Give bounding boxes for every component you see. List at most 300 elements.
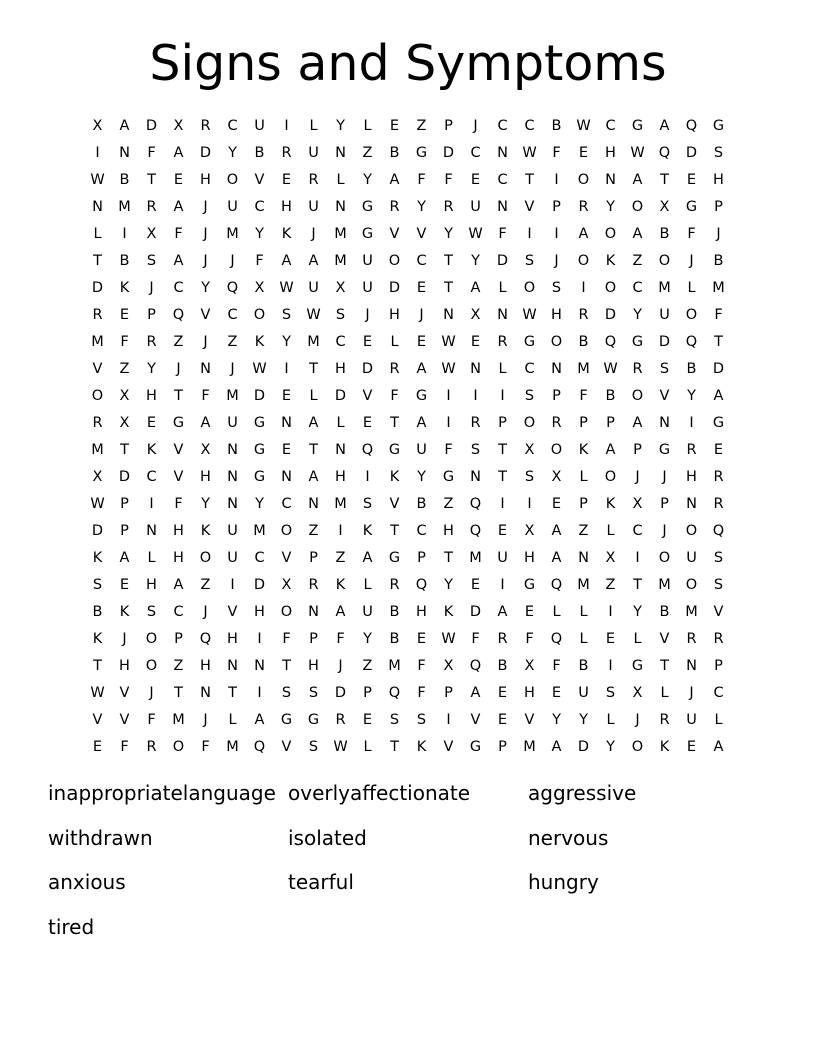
grid-letter: K: [659, 739, 670, 755]
grid-letter: L: [579, 631, 588, 647]
grid-letter: P: [363, 685, 372, 701]
grid-letter: H: [443, 523, 454, 539]
grid-letter: I: [446, 388, 451, 404]
grid-letter: H: [335, 361, 346, 377]
grid-letter: C: [632, 523, 643, 539]
grid-letter: T: [444, 550, 453, 566]
grid-letter: J: [230, 253, 235, 269]
grid-letter: E: [92, 739, 103, 755]
grid-letter: A: [119, 550, 130, 566]
grid-letter: L: [660, 685, 669, 701]
grid-letter: E: [281, 442, 292, 458]
grid-letter: W: [90, 172, 105, 188]
grid-letter: L: [309, 118, 318, 134]
grid-letter: O: [685, 577, 698, 593]
grid-letter: J: [311, 226, 316, 242]
grid-letter: F: [120, 739, 129, 755]
grid-letter: K: [362, 523, 373, 539]
grid-letter: P: [633, 442, 642, 458]
grid-row: [84, 248, 732, 275]
word-list-item: withdrawn: [48, 825, 153, 850]
grid-letter: X: [524, 442, 535, 458]
grid-letter: T: [309, 442, 318, 458]
grid-letter: M: [712, 280, 725, 296]
grid-letter: J: [365, 307, 370, 323]
grid-letter: A: [713, 388, 724, 404]
grid-letter: A: [551, 739, 562, 755]
grid-letter: A: [308, 469, 319, 485]
grid-letter: O: [604, 226, 617, 242]
grid-letter: T: [714, 334, 723, 350]
grid-letter: I: [257, 631, 262, 647]
grid-letter: A: [254, 712, 265, 728]
grid-letter: I: [635, 550, 640, 566]
grid-letter: F: [120, 334, 129, 350]
grid-letter: B: [416, 496, 427, 512]
grid-letter: E: [281, 388, 292, 404]
word-list: [48, 778, 768, 957]
grid-letter: S: [659, 361, 670, 377]
grid-letter: B: [389, 145, 400, 161]
grid-letter: B: [254, 145, 265, 161]
grid-letter: X: [92, 469, 103, 485]
grid-letter: S: [524, 253, 535, 269]
grid-letter: H: [389, 307, 400, 323]
grid-letter: O: [172, 739, 185, 755]
grid-letter: R: [92, 415, 103, 431]
grid-row: [84, 194, 732, 221]
word-list-item: aggressive: [528, 781, 637, 805]
grid-letter: N: [92, 199, 103, 215]
grid-letter: E: [713, 442, 724, 458]
grid-letter: Q: [199, 631, 212, 647]
grid-letter: U: [686, 550, 697, 566]
grid-letter: U: [686, 712, 697, 728]
grid-letter: L: [498, 361, 507, 377]
grid-letter: H: [146, 388, 157, 404]
grid-letter: R: [200, 118, 211, 134]
grid-letter: V: [362, 388, 373, 404]
grid-letter: N: [578, 550, 589, 566]
grid-letter: O: [577, 172, 590, 188]
grid-letter: U: [227, 199, 238, 215]
grid-row: [84, 140, 732, 167]
grid-letter: G: [631, 118, 644, 134]
grid-letter: Z: [605, 577, 616, 593]
grid-letter: W: [306, 307, 321, 323]
grid-letter: Y: [417, 199, 426, 215]
grid-letter: D: [145, 118, 158, 134]
grid-letter: F: [201, 739, 210, 755]
grid-letter: T: [120, 442, 129, 458]
grid-letter: O: [91, 388, 104, 404]
grid-letter: I: [500, 577, 505, 593]
grid-letter: H: [200, 469, 211, 485]
grid-letter: Q: [550, 577, 563, 593]
grid-letter: G: [523, 334, 536, 350]
grid-letter: Y: [687, 388, 696, 404]
grid-letter: Z: [200, 577, 211, 593]
grid-letter: Y: [552, 712, 561, 728]
grid-letter: O: [280, 523, 293, 539]
grid-letter: S: [308, 685, 319, 701]
grid-letter: Y: [417, 469, 426, 485]
grid-letter: X: [254, 280, 265, 296]
grid-letter: D: [496, 253, 509, 269]
grid-letter: E: [578, 145, 589, 161]
grid-letter: C: [416, 253, 427, 269]
grid-letter: N: [551, 361, 562, 377]
grid-letter: M: [334, 226, 347, 242]
grid-letter: H: [551, 307, 562, 323]
grid-letter: X: [443, 658, 454, 674]
grid-letter: S: [92, 577, 103, 593]
grid-letter: S: [524, 469, 535, 485]
grid-letter: T: [525, 172, 534, 188]
grid-letter: K: [92, 550, 103, 566]
grid-letter: R: [497, 334, 508, 350]
grid-row: [84, 167, 732, 194]
grid-letter: E: [524, 604, 535, 620]
grid-letter: K: [605, 253, 616, 269]
grid-letter: F: [336, 631, 345, 647]
grid-letter: M: [91, 334, 104, 350]
grid-letter: S: [281, 685, 292, 701]
grid-letter: E: [686, 739, 697, 755]
grid-letter: Q: [253, 739, 266, 755]
grid-letter: A: [605, 442, 616, 458]
grid-letter: B: [389, 604, 400, 620]
grid-letter: O: [280, 604, 293, 620]
grid-letter: N: [497, 145, 508, 161]
grid-letter: O: [604, 280, 617, 296]
grid-letter: R: [335, 712, 346, 728]
grid-letter: G: [631, 334, 644, 350]
grid-letter: J: [662, 469, 667, 485]
grid-letter: X: [119, 415, 130, 431]
grid-letter: D: [685, 145, 698, 161]
grid-letter: C: [173, 280, 184, 296]
grid-letter: S: [308, 739, 319, 755]
grid-letter: W: [630, 145, 645, 161]
grid-letter: F: [444, 172, 453, 188]
grid-letter: R: [713, 469, 724, 485]
grid-letter: U: [578, 685, 589, 701]
grid-letter: Y: [444, 226, 453, 242]
grid-letter: P: [552, 388, 561, 404]
grid-letter: L: [228, 712, 237, 728]
grid-letter: P: [309, 550, 318, 566]
grid-letter: A: [551, 523, 562, 539]
grid-letter: S: [524, 388, 535, 404]
grid-letter: O: [631, 388, 644, 404]
grid-letter: K: [119, 280, 130, 296]
grid-letter: L: [336, 172, 345, 188]
grid-letter: J: [716, 226, 721, 242]
grid-letter: O: [226, 172, 239, 188]
grid-letter: F: [282, 631, 291, 647]
grid-letter: J: [662, 523, 667, 539]
grid-letter: Y: [201, 280, 210, 296]
grid-letter: D: [658, 334, 671, 350]
grid-letter: I: [284, 118, 289, 134]
grid-letter: C: [227, 307, 238, 323]
grid-letter: Y: [363, 631, 372, 647]
grid-letter: X: [632, 685, 643, 701]
grid-letter: P: [579, 415, 588, 431]
grid-letter: N: [686, 496, 697, 512]
grid-letter: E: [362, 415, 373, 431]
word-list-item: tired: [48, 915, 95, 940]
grid-letter: R: [497, 631, 508, 647]
grid-letter: A: [119, 118, 130, 134]
grid-letter: P: [147, 307, 156, 323]
grid-letter: Y: [336, 118, 345, 134]
grid-letter: N: [470, 361, 481, 377]
grid-letter: Y: [363, 172, 372, 188]
grid-letter: G: [388, 550, 401, 566]
grid-letter: I: [95, 145, 100, 161]
grid-letter: J: [203, 712, 208, 728]
grid-letter: S: [470, 442, 481, 458]
grid-letter: E: [389, 118, 400, 134]
grid-letter: H: [308, 658, 319, 674]
grid-letter: F: [417, 658, 426, 674]
grid-letter: D: [334, 388, 347, 404]
grid-letter: V: [524, 199, 535, 215]
grid-letter: V: [200, 307, 211, 323]
grid-letter: G: [253, 442, 266, 458]
grid-letter: C: [632, 280, 643, 296]
grid-letter: S: [416, 712, 427, 728]
grid-letter: N: [200, 361, 211, 377]
grid-letter: A: [659, 118, 670, 134]
grid-row: [84, 113, 732, 140]
grid-letter: E: [497, 712, 508, 728]
grid-letter: I: [365, 469, 370, 485]
grid-letter: W: [522, 145, 537, 161]
grid-letter: T: [93, 658, 102, 674]
grid-letter: P: [309, 631, 318, 647]
grid-letter: K: [281, 226, 292, 242]
grid-row: [84, 599, 732, 626]
grid-letter: C: [146, 469, 157, 485]
grid-letter: X: [524, 658, 535, 674]
grid-letter: E: [497, 685, 508, 701]
grid-letter: W: [441, 361, 456, 377]
grid-letter: I: [608, 604, 613, 620]
grid-letter: L: [363, 118, 372, 134]
grid-letter: R: [146, 334, 157, 350]
grid-letter: Q: [172, 307, 185, 323]
grid-letter: V: [470, 712, 481, 728]
grid-letter: O: [658, 550, 671, 566]
grid-letter: G: [658, 442, 671, 458]
grid-letter: L: [606, 712, 615, 728]
grid-letter: C: [497, 172, 508, 188]
grid-letter: A: [416, 361, 427, 377]
grid-letter: B: [497, 658, 508, 674]
grid-letter: F: [417, 172, 426, 188]
grid-letter: Z: [362, 658, 373, 674]
word-list-item: overlyaffectionate: [288, 781, 471, 805]
grid-letter: I: [338, 523, 343, 539]
grid-letter: C: [335, 334, 346, 350]
grid-letter: S: [389, 712, 400, 728]
grid-letter: N: [119, 145, 130, 161]
grid-letter: W: [576, 118, 591, 134]
grid-letter: E: [119, 577, 130, 593]
grid-letter: R: [443, 199, 454, 215]
grid-letter: T: [309, 361, 318, 377]
grid-letter: E: [416, 280, 427, 296]
grid-letter: L: [552, 604, 561, 620]
grid-row: [84, 653, 732, 680]
grid-letter: H: [524, 550, 535, 566]
grid-letter: J: [176, 361, 181, 377]
grid-letter: E: [173, 172, 184, 188]
grid-letter: P: [714, 199, 723, 215]
grid-letter: Z: [578, 523, 589, 539]
grid-letter: T: [282, 658, 291, 674]
grid-row: [84, 437, 732, 464]
letter-grid: [84, 113, 732, 761]
grid-letter: F: [417, 685, 426, 701]
grid-letter: J: [203, 604, 208, 620]
grid-letter: T: [174, 388, 183, 404]
grid-letter: T: [390, 523, 399, 539]
grid-row: [84, 518, 732, 545]
grid-letter: S: [713, 577, 724, 593]
grid-letter: E: [416, 631, 427, 647]
grid-letter: J: [149, 685, 154, 701]
grid-letter: W: [522, 307, 537, 323]
grid-letter: O: [550, 442, 563, 458]
grid-row: [84, 734, 732, 761]
grid-letter: X: [524, 523, 535, 539]
grid-letter: C: [254, 550, 265, 566]
grid-letter: C: [470, 145, 481, 161]
grid-letter: H: [281, 199, 292, 215]
grid-letter: I: [527, 496, 532, 512]
grid-letter: P: [120, 496, 129, 512]
grid-letter: F: [552, 658, 561, 674]
grid-letter: L: [336, 415, 345, 431]
grid-letter: M: [226, 226, 239, 242]
grid-letter: M: [118, 199, 131, 215]
grid-letter: G: [523, 577, 536, 593]
grid-row: [84, 221, 732, 248]
grid-row: [84, 491, 732, 518]
grid-letter: H: [146, 577, 157, 593]
grid-letter: O: [685, 307, 698, 323]
grid-letter: U: [308, 199, 319, 215]
grid-letter: D: [442, 145, 455, 161]
grid-letter: H: [254, 604, 265, 620]
grid-letter: X: [92, 118, 103, 134]
grid-letter: T: [93, 253, 102, 269]
grid-letter: O: [604, 469, 617, 485]
grid-letter: G: [172, 415, 185, 431]
grid-letter: Z: [443, 496, 454, 512]
grid-letter: U: [227, 550, 238, 566]
grid-letter: R: [578, 199, 589, 215]
grid-letter: M: [658, 577, 671, 593]
grid-letter: O: [631, 199, 644, 215]
grid-letter: K: [578, 442, 589, 458]
grid-row: [84, 707, 732, 734]
grid-letter: L: [633, 631, 642, 647]
grid-letter: B: [605, 388, 616, 404]
grid-row: [84, 572, 732, 599]
grid-letter: B: [686, 361, 697, 377]
grid-letter: Z: [362, 145, 373, 161]
grid-letter: V: [92, 361, 103, 377]
grid-letter: U: [497, 550, 508, 566]
grid-letter: H: [227, 631, 238, 647]
grid-letter: N: [227, 469, 238, 485]
grid-letter: F: [147, 145, 156, 161]
grid-letter: O: [253, 307, 266, 323]
grid-letter: N: [146, 523, 157, 539]
grid-letter: X: [173, 118, 184, 134]
grid-letter: M: [253, 523, 266, 539]
grid-letter: V: [119, 712, 130, 728]
grid-row: [84, 356, 732, 383]
grid-letter: D: [469, 604, 482, 620]
grid-letter: A: [362, 550, 373, 566]
grid-letter: G: [307, 712, 320, 728]
grid-letter: P: [498, 739, 507, 755]
grid-letter: G: [280, 712, 293, 728]
grid-letter: G: [361, 226, 374, 242]
grid-letter: L: [579, 604, 588, 620]
grid-letter: A: [470, 685, 481, 701]
grid-letter: C: [524, 361, 535, 377]
grid-letter: V: [92, 712, 103, 728]
grid-letter: O: [523, 415, 536, 431]
grid-letter: H: [686, 469, 697, 485]
grid-letter: X: [659, 199, 670, 215]
grid-letter: V: [281, 550, 292, 566]
grid-letter: F: [579, 388, 588, 404]
grid-letter: F: [552, 145, 561, 161]
grid-letter: J: [419, 307, 424, 323]
grid-letter: A: [713, 739, 724, 755]
grid-letter: Q: [469, 523, 482, 539]
grid-letter: P: [444, 685, 453, 701]
grid-letter: U: [362, 253, 373, 269]
grid-letter: C: [173, 604, 184, 620]
grid-letter: O: [577, 253, 590, 269]
grid-letter: H: [173, 550, 184, 566]
grid-letter: S: [362, 496, 373, 512]
grid-letter: P: [660, 496, 669, 512]
grid-letter: J: [689, 253, 694, 269]
grid-letter: H: [335, 469, 346, 485]
grid-letter: G: [712, 415, 725, 431]
grid-letter: I: [446, 712, 451, 728]
grid-letter: X: [335, 280, 346, 296]
grid-letter: I: [500, 496, 505, 512]
grid-letter: A: [632, 415, 643, 431]
grid-row: [84, 383, 732, 410]
grid-letter: F: [201, 388, 210, 404]
grid-letter: E: [605, 631, 616, 647]
grid-letter: D: [91, 523, 104, 539]
grid-letter: F: [714, 307, 723, 323]
grid-letter: L: [498, 280, 507, 296]
